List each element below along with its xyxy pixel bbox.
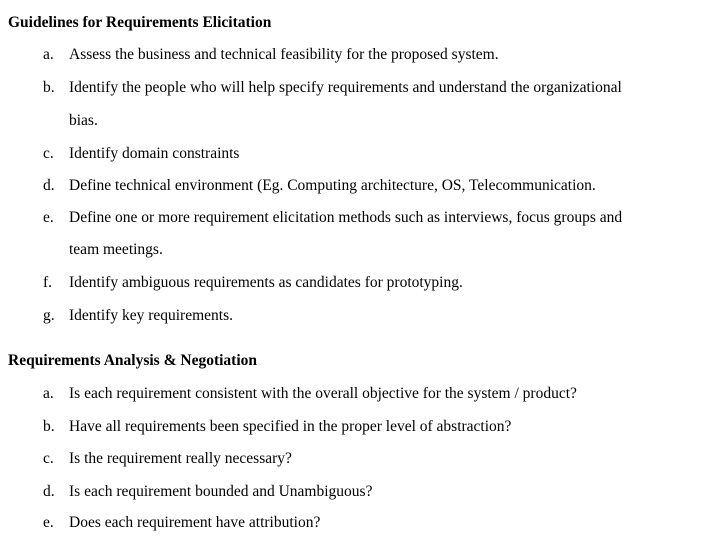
list-item-text: Does each requirement have attribution? (69, 514, 321, 531)
list-item-text: Identify key requirements. (69, 307, 233, 324)
list-item-a (43, 46, 499, 64)
list-item-b (43, 79, 622, 97)
list-marker: c. (43, 145, 54, 162)
list-item-e (43, 514, 320, 532)
list-item-f (43, 274, 463, 292)
list-marker: d. (43, 483, 55, 500)
list-item-text: Is the requirement really necessary? (69, 450, 292, 467)
section-heading-analysis: Requirements Analysis & Negotiation (8, 352, 258, 369)
list-item-text: Assess the business and technical feasibility for the proposed system. (69, 46, 499, 63)
list-item-text: Identify ambiguous requirements as candidates for prototyping. (69, 274, 463, 291)
list-marker: e. (43, 514, 54, 531)
list-marker: a. (43, 46, 54, 63)
list-item-d (43, 483, 372, 501)
list-item-text: Define one or more requirement elicitation methods such as interviews, focus groups and (69, 209, 623, 226)
list-item-text: Is each requirement bounded and Unambiguous? (69, 483, 373, 500)
list-marker: c. (43, 450, 54, 467)
list-item-text: Define technical environment (Eg. Computing architecture, OS, Telecommunication. (69, 177, 596, 194)
section-heading-elicitation: Guidelines for Requirements Elicitation (8, 14, 272, 31)
list-item-text: Identify domain constraints (69, 145, 240, 162)
list-marker: e. (43, 209, 54, 226)
list-item-b (43, 418, 511, 436)
list-marker: b. (43, 79, 55, 96)
list-item-continuation: bias. (69, 112, 98, 129)
list-item-continuation: team meetings. (69, 241, 163, 258)
list-item-text: Is each requirement consistent with the overall objective for the system / product? (69, 385, 577, 402)
list-marker: d. (43, 177, 55, 194)
list-item-c (43, 450, 292, 468)
list-marker: f. (43, 274, 53, 291)
list-item-c (43, 145, 239, 163)
list-item-d (43, 177, 596, 195)
list-item-text: Have all requirements been specified in the proper level of abstraction? (69, 418, 512, 435)
list-marker: b. (43, 418, 55, 435)
list-marker: g. (43, 307, 55, 324)
list-item-g (43, 307, 233, 325)
list-item-a (43, 385, 577, 403)
list-item-e (43, 209, 622, 227)
list-marker: a. (43, 385, 54, 402)
list-item-text: Identify the people who will help specify requirements and understand the organizational (69, 79, 622, 96)
